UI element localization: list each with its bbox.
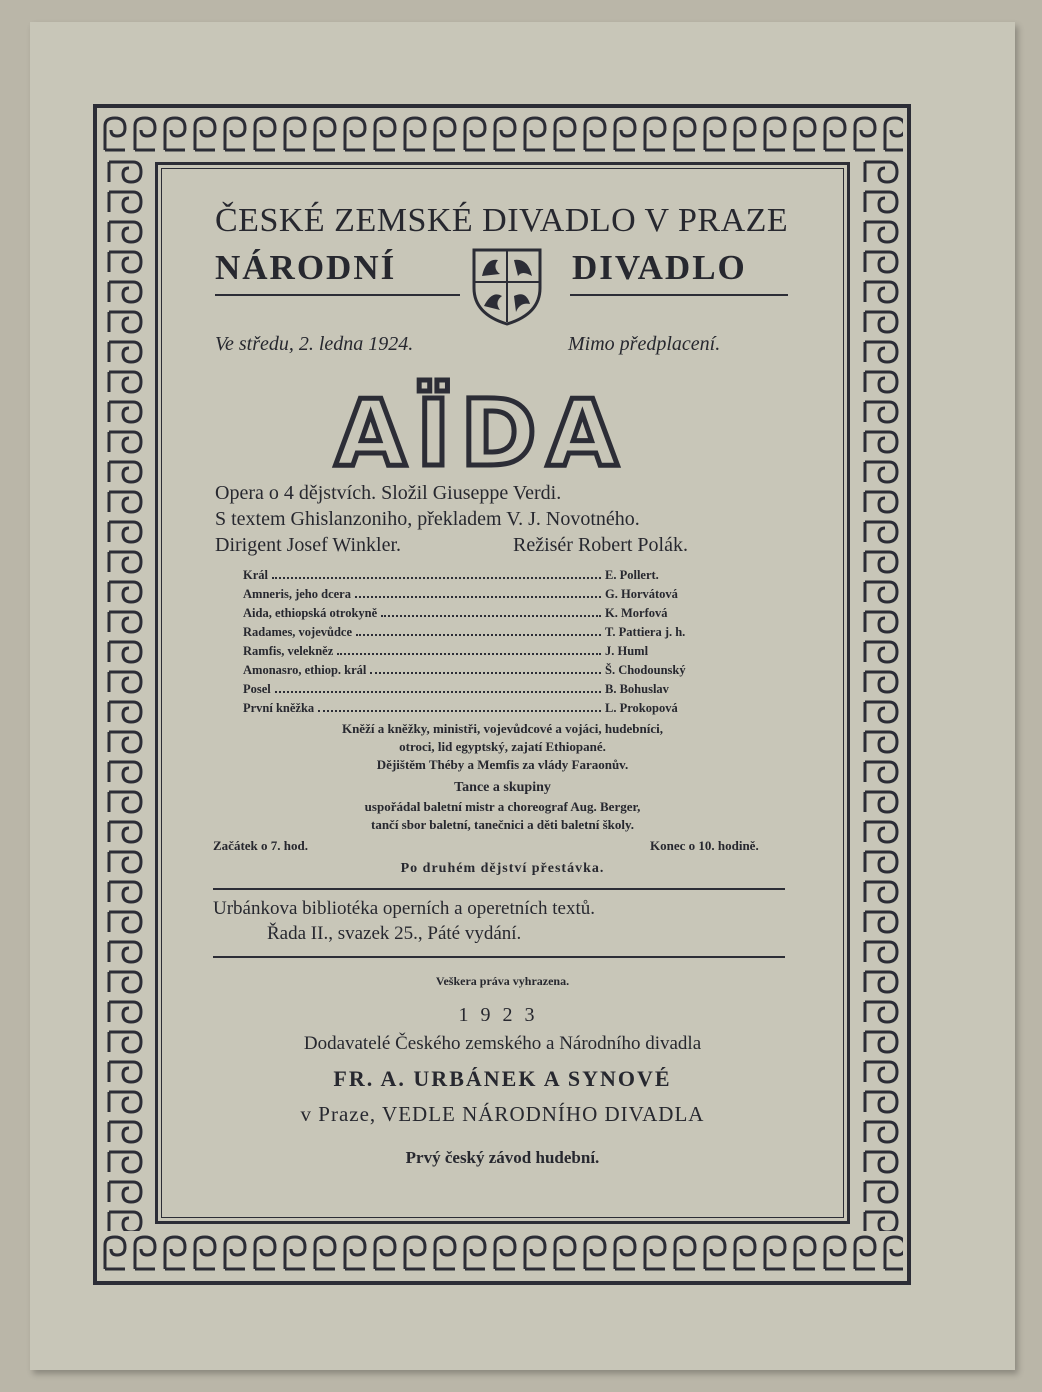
cast-row bbox=[243, 587, 753, 602]
cast-leader bbox=[318, 701, 601, 712]
bohemian-lion-crest-icon bbox=[470, 246, 544, 331]
cast-actor: Š. Chodounský bbox=[605, 663, 686, 677]
ensemble-line-1: Kněží a kněžky, ministři, vojevůdcové a vojáci, hudebníci, bbox=[341, 721, 664, 736]
header-rule-right bbox=[570, 294, 788, 296]
cast-role: Ramfis, velekněz bbox=[243, 644, 334, 658]
cast-actor: T. Pattiera j. h. bbox=[605, 625, 686, 639]
cast-row bbox=[243, 663, 753, 678]
cast-leader bbox=[355, 587, 601, 598]
cast-row bbox=[243, 682, 753, 697]
cast-row bbox=[243, 701, 753, 716]
library-line-1: Urbánkova bibliotéka operních a operetních textů. bbox=[213, 898, 595, 919]
dance-heading: Tance a skupiny bbox=[454, 780, 551, 795]
start-time: Začátek o 7. hod. bbox=[213, 838, 308, 853]
supplier-line: Dodavatelé Českého zemského a Národního divadla bbox=[303, 1033, 702, 1054]
cast-role: První kněžka bbox=[243, 701, 315, 715]
section-rule-1 bbox=[213, 888, 785, 890]
cast-actor: K. Morfová bbox=[605, 606, 668, 620]
publisher-firm: FR. A. URBÁNEK A SYNOVÉ bbox=[333, 1066, 672, 1091]
national-right: DIVADLO bbox=[572, 248, 747, 287]
publisher-address: v Praze, VEDLE NÁRODNÍHO DIVADLA bbox=[300, 1102, 705, 1126]
cast-row bbox=[243, 606, 753, 621]
cast-leader bbox=[356, 625, 601, 636]
cast-actor: G. Horvátová bbox=[605, 587, 678, 601]
credits-line-2: S textem Ghislanzoniho, překladem V. J. Novotného. bbox=[215, 508, 640, 530]
cast-actor: B. Bohuslav bbox=[605, 682, 669, 696]
ornament-band-left bbox=[101, 158, 147, 1231]
ornament-band-right bbox=[857, 158, 903, 1231]
dance-line-1: uspořádal baletní mistr a choreograf Aug. Berger, bbox=[364, 799, 641, 814]
national-left: NÁRODNÍ bbox=[215, 248, 397, 287]
publisher-tagline: Prvý český závod hudební. bbox=[405, 1148, 600, 1167]
cast-leader bbox=[370, 663, 601, 674]
performance-date: Ve středu, 2. ledna 1924. bbox=[215, 333, 414, 355]
cast-role: Aida, ethiopská otrokyně bbox=[243, 606, 378, 620]
cast-role: Amneris, jeho dcera bbox=[243, 587, 351, 601]
cast-leader bbox=[381, 606, 601, 617]
cast-role: Radames, vojevůdce bbox=[243, 625, 353, 639]
cast-role: Posel bbox=[243, 682, 271, 696]
setting-line: Dějištěm Théby a Memfis za vlády Faraonův. bbox=[376, 757, 629, 772]
publication-year: 1923 bbox=[458, 1004, 547, 1026]
cast-actor: J. Huml bbox=[605, 644, 649, 658]
cast-leader bbox=[275, 682, 601, 693]
subscription-note: Mimo předplacení. bbox=[568, 333, 721, 355]
intermission-note: Po druhém dějství přestávka. bbox=[400, 861, 605, 876]
cast-actor: L. Prokopová bbox=[605, 701, 678, 715]
cast-role: Král bbox=[243, 568, 268, 582]
end-time: Konec o 10. hodině. bbox=[650, 838, 759, 853]
ornament-band-top bbox=[101, 112, 903, 158]
cast-row bbox=[243, 568, 753, 583]
header-rule-left bbox=[215, 294, 460, 296]
cast-role: Amonasro, ethiop. král bbox=[243, 663, 367, 677]
cast-actor: E. Pollert. bbox=[605, 568, 659, 582]
ensemble-line-2: otroci, lid egyptský, zajatí Ethiopané. bbox=[399, 739, 606, 754]
cast-row bbox=[243, 644, 753, 659]
library-line-2: Řada II., svazek 25., Páté vydání. bbox=[267, 923, 522, 944]
cast-leader bbox=[272, 568, 601, 579]
cast-row bbox=[243, 625, 753, 640]
theatre-line: ČESKÉ ZEMSKÉ DIVADLO V PRAZE bbox=[215, 202, 789, 239]
dance-line-2: tančí sbor baletní, tanečnici a děti baletní školy. bbox=[370, 817, 635, 832]
credits-conductor: Dirigent Josef Winkler. bbox=[215, 534, 402, 556]
cast-leader bbox=[337, 644, 601, 655]
opera-title: AÏDA bbox=[335, 380, 628, 487]
rights-note: Veškera práva vyhrazena. bbox=[435, 974, 570, 988]
credits-line-1: Opera o 4 dějstvích. Složil Giuseppe Verdi. bbox=[215, 482, 562, 504]
section-rule-2 bbox=[213, 956, 785, 958]
credits-director: Režisér Robert Polák. bbox=[513, 534, 688, 556]
ornament-band-bottom bbox=[101, 1231, 903, 1277]
